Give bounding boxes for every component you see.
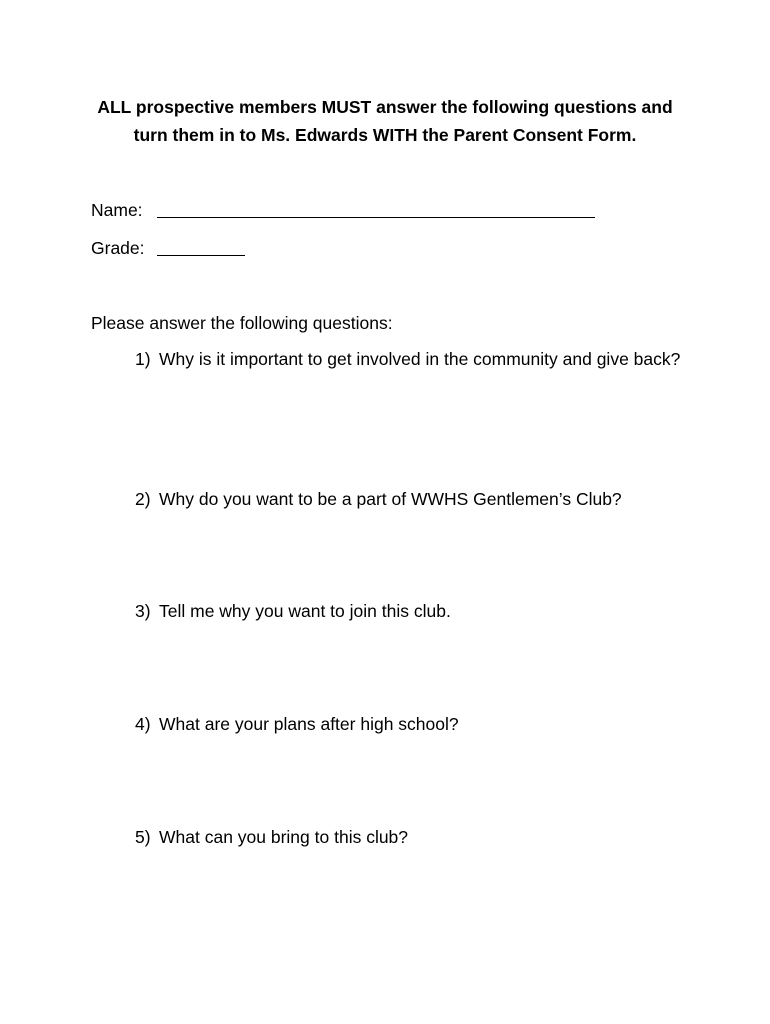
question-number: 3) <box>135 601 151 621</box>
question-number: 1) <box>135 349 151 369</box>
question-5 <box>135 823 695 851</box>
question-text: What are your plans after high school? <box>159 714 459 734</box>
question-number: 2) <box>135 489 151 509</box>
grade-label: Grade: <box>91 238 145 258</box>
grade-field <box>91 236 145 260</box>
question-3 <box>135 597 695 625</box>
question-number: 5) <box>135 827 151 847</box>
name-field <box>91 198 143 222</box>
question-text: What can you bring to this club? <box>159 827 409 847</box>
question-text: Why do you want to be a part of WWHS Gentlemen’s Club? <box>159 489 622 509</box>
question-1 <box>135 345 695 373</box>
question-4 <box>135 710 695 738</box>
question-text: Tell me why you want to join this club. <box>159 601 451 621</box>
question-2 <box>135 485 695 513</box>
header-line-2: turn them in to Ms. Edwards WITH the Parent Consent Form. <box>133 125 637 145</box>
header-line-1: ALL prospective members MUST answer the following questions and <box>97 97 673 117</box>
question-number: 4) <box>135 714 151 734</box>
question-text: Why is it important to get involved in the community and give back? <box>159 349 681 369</box>
grade-blank-line[interactable] <box>157 255 245 256</box>
questions-intro: Please answer the following questions: <box>91 313 393 333</box>
name-label: Name: <box>91 200 143 220</box>
name-blank-line[interactable] <box>157 217 595 218</box>
